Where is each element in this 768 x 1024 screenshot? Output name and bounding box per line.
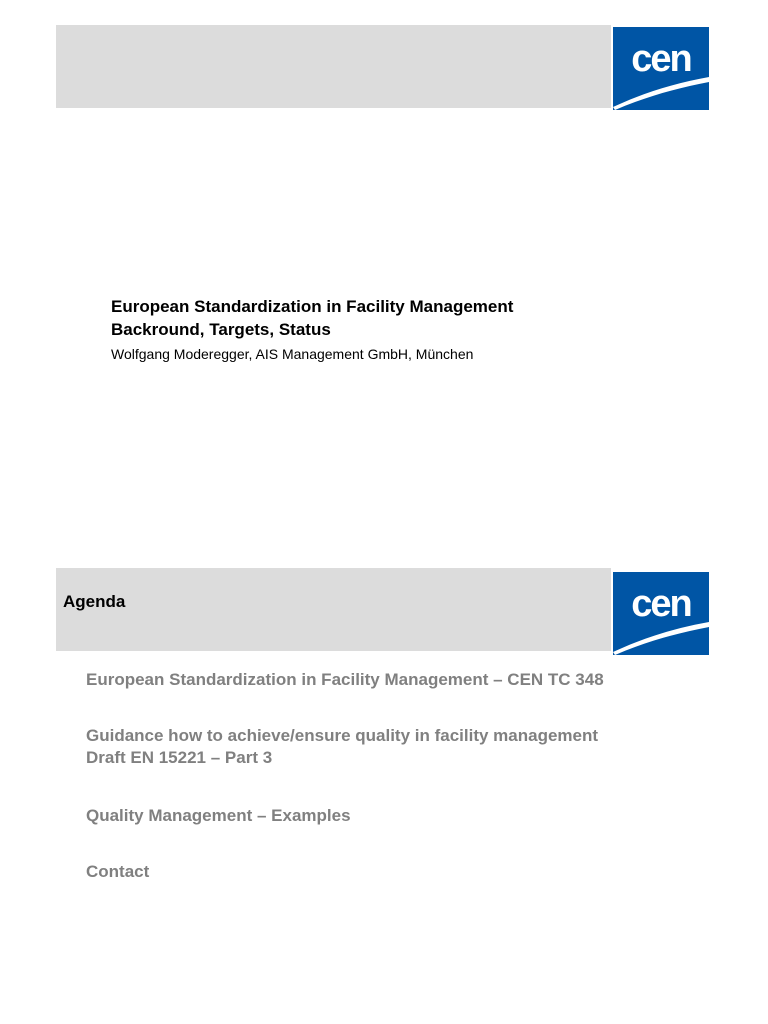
cen-logo [613, 572, 709, 655]
cen-logo-icon [613, 572, 709, 655]
agenda-item [86, 805, 351, 827]
slide-title-line-2: Backround, Targets, Status [111, 320, 331, 339]
svg-text:cen: cen [631, 38, 691, 80]
header-band [56, 568, 611, 651]
title-block [111, 295, 513, 364]
cen-logo-icon [613, 27, 709, 110]
agenda-heading: Agenda [63, 592, 126, 611]
agenda-item-line: Guidance how to achieve/ensure quality in facility management [86, 726, 599, 745]
agenda-item-line: European Standardization in Facility Management – CEN TC 348 [86, 670, 604, 689]
agenda-item-line: Contact [86, 862, 150, 881]
svg-text:cen: cen [631, 583, 691, 625]
agenda-slide [0, 540, 768, 1024]
cen-logo [613, 27, 709, 110]
slide-subtitle: Wolfgang Moderegger, AIS Management GmbH, München [111, 346, 474, 362]
agenda-item [86, 725, 598, 769]
header-band [56, 25, 611, 108]
agenda-item-line: Quality Management – Examples [86, 806, 351, 825]
agenda-item-line: Draft EN 15221 – Part 3 [86, 748, 273, 767]
slide-title-line-1: European Standardization in Facility Management [111, 297, 514, 316]
agenda-item [86, 861, 149, 883]
agenda-item [86, 669, 604, 691]
